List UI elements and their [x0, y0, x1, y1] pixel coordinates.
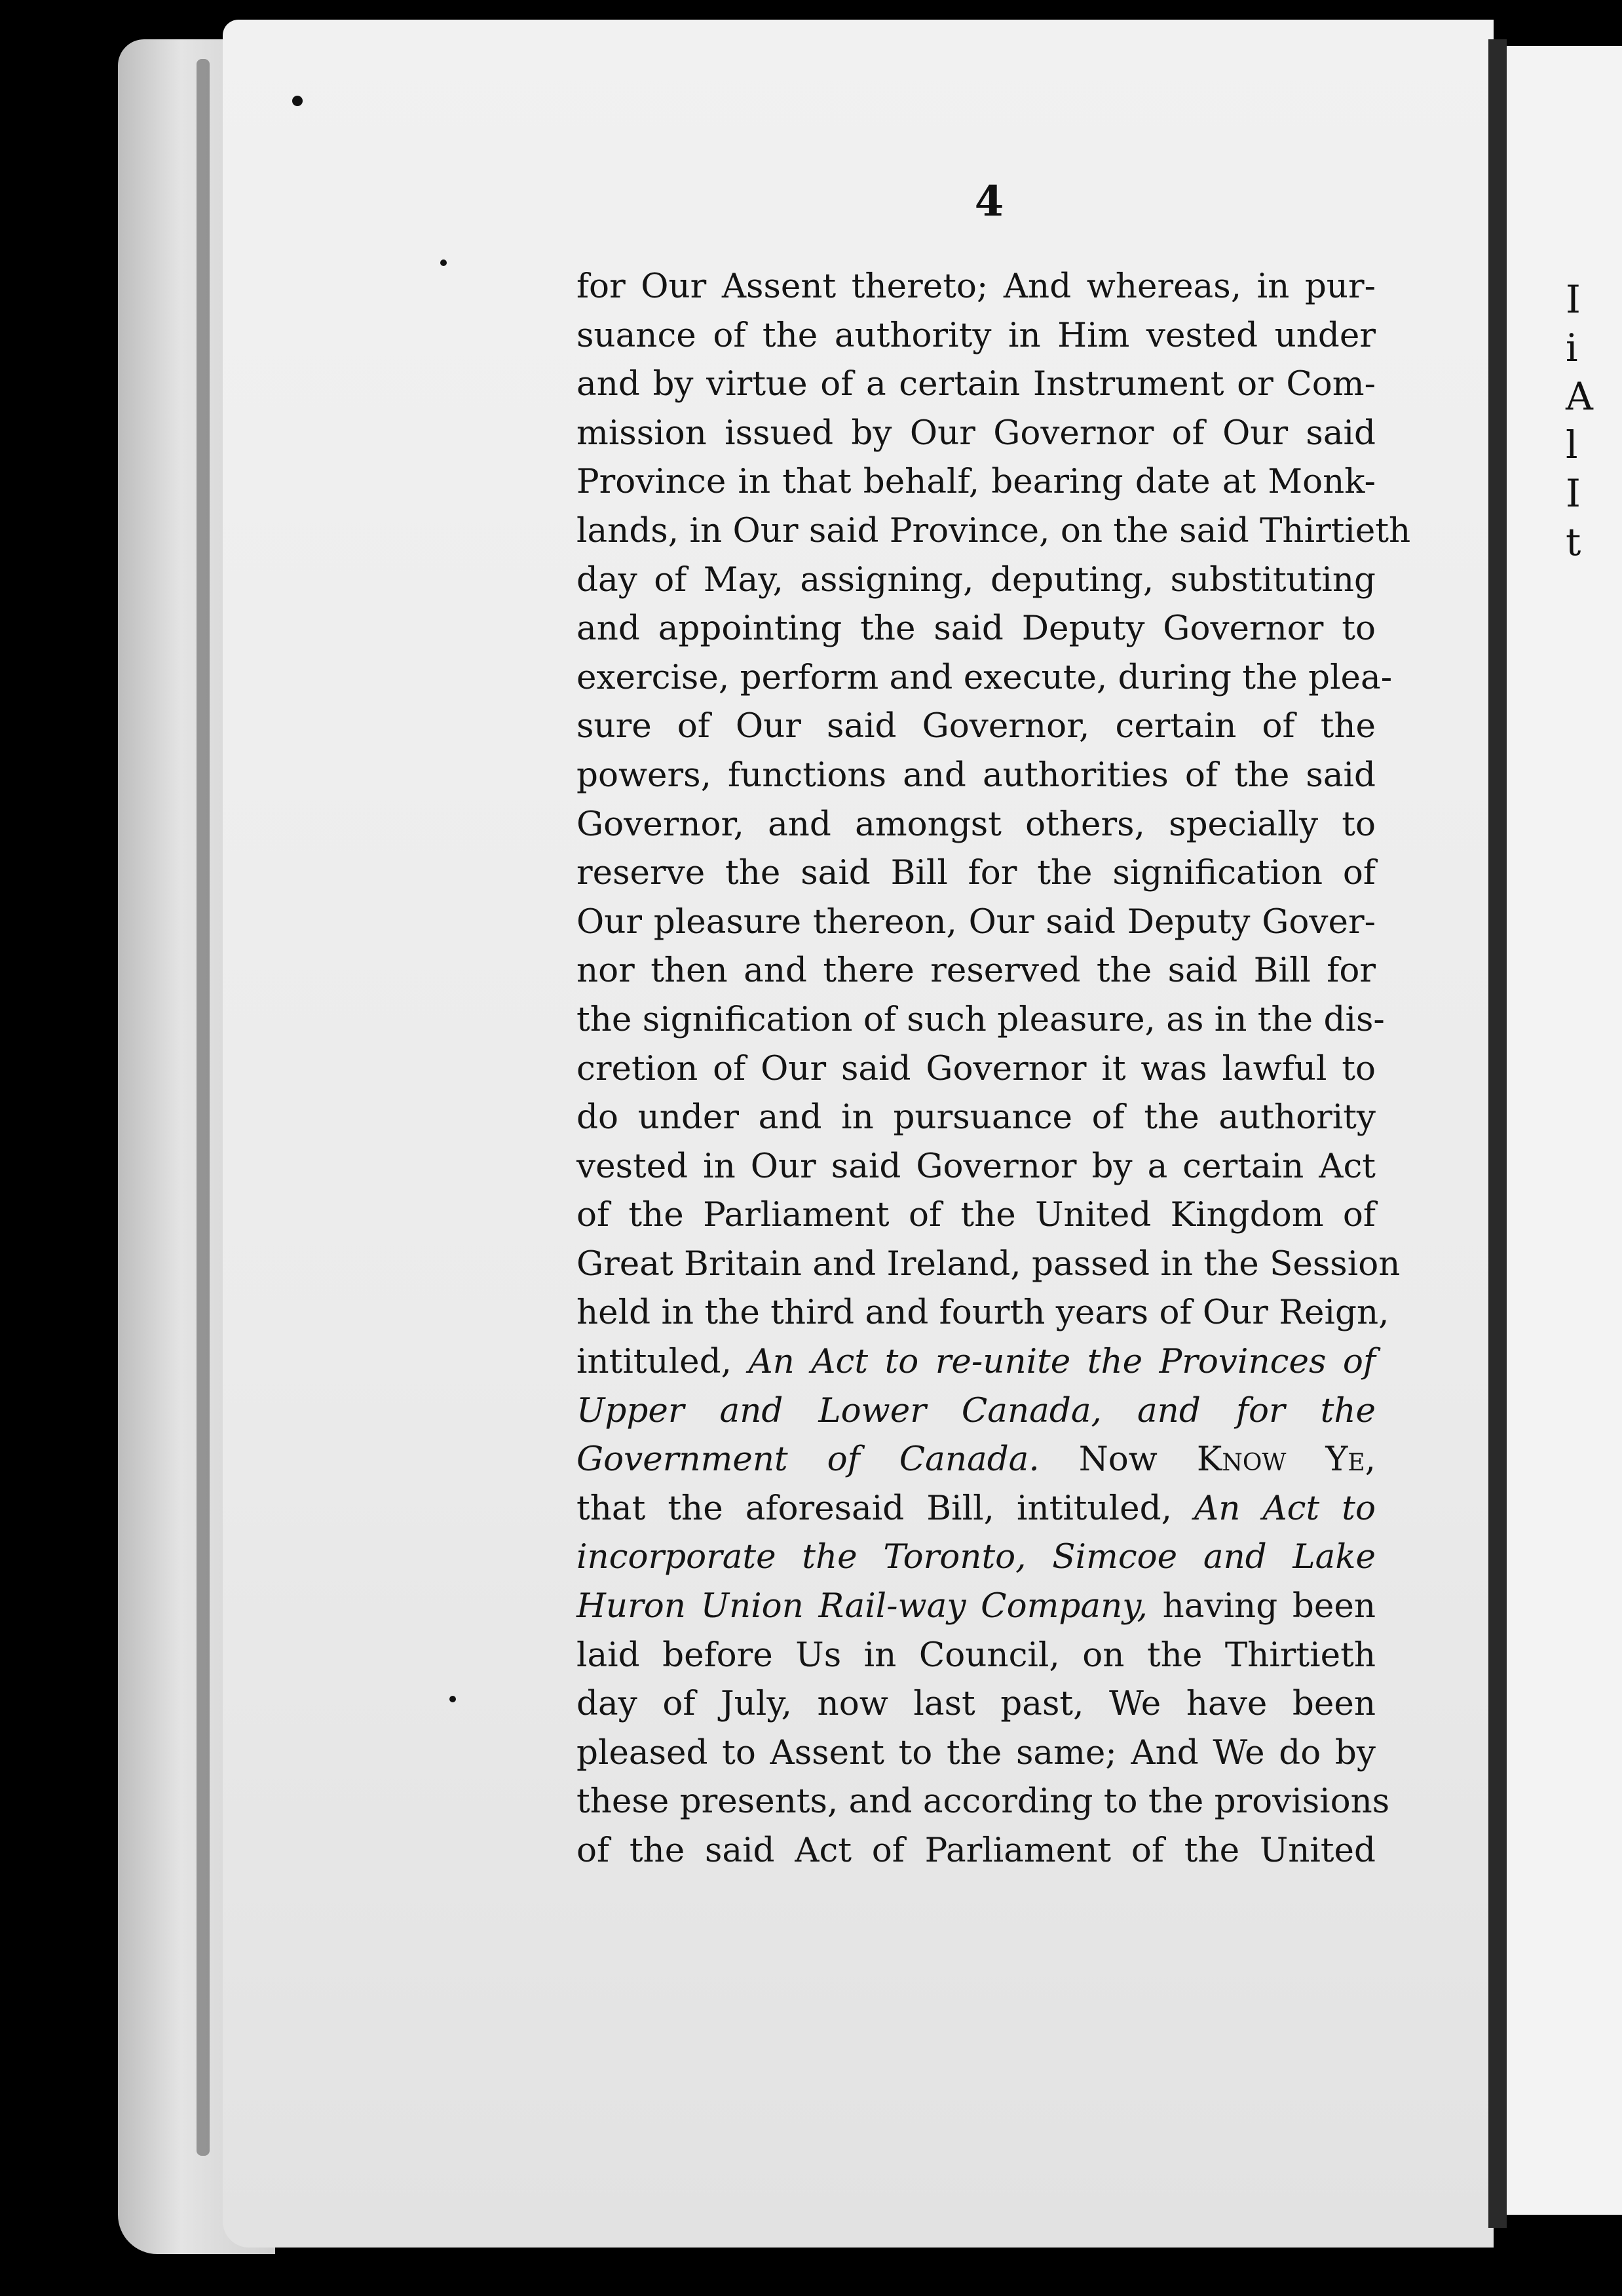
- text-run: laid before Us in Council, on the Thirtieth: [576, 1635, 1376, 1675]
- text-line: [576, 849, 1376, 898]
- italic-text: incorporate the Toronto, Simcoe and Lake: [576, 1537, 1376, 1577]
- italic-text: An Act to re-unite the Provinces of: [748, 1342, 1376, 1382]
- text-run: reserve the said Bill for the signification of: [576, 853, 1376, 893]
- text-line: [576, 1191, 1376, 1240]
- text-line: [576, 1387, 1376, 1436]
- text-line: [576, 1044, 1376, 1094]
- text-run: intituled,: [576, 1342, 749, 1382]
- text-run: cretion of Our said Governor it was lawful to: [576, 1048, 1376, 1088]
- text-run: suance of the authority in Him vested under: [576, 315, 1376, 355]
- binding-shadow: [197, 59, 210, 2156]
- text-line: [576, 946, 1376, 995]
- text-run: for Our Assent thereto; And whereas, in pur-: [576, 267, 1376, 306]
- text-run: pleased to Assent to the same; And We do by: [576, 1732, 1376, 1772]
- text-line: [576, 556, 1376, 605]
- text-run: Province in that behalf, bearing date at Monk-: [576, 462, 1376, 502]
- text-line: [576, 457, 1376, 507]
- text-line: [576, 898, 1376, 947]
- text-run: Our pleasure thereon, Our said Deputy Gover-: [576, 902, 1376, 942]
- page-number: 4: [974, 177, 1004, 226]
- text-run: and appointing the said Deputy Governor to: [576, 609, 1376, 649]
- text-line: [576, 1729, 1376, 1778]
- text-line: [576, 653, 1393, 702]
- italic-text: An Act to: [1194, 1488, 1376, 1528]
- text-line: [576, 262, 1376, 311]
- text-run: ,: [1365, 1440, 1376, 1480]
- text-run: sure of Our said Governor, certain of the: [576, 706, 1376, 746]
- text-line: [576, 702, 1376, 751]
- text-run: of the Parliament of the United Kingdom of: [576, 1195, 1376, 1235]
- adjacent-page-text: I i A l I t: [1566, 277, 1593, 564]
- text-run: nor then and there reserved the said Bill for: [576, 951, 1376, 991]
- text-run: do under and in pursuance of the authority: [576, 1098, 1376, 1138]
- adjacent-page: [1507, 46, 1622, 2215]
- text-line: [576, 1240, 1401, 1289]
- text-line: [576, 1826, 1376, 1875]
- text-run: the signification of such pleasure, as in the dis-: [576, 999, 1385, 1039]
- text-run: Great Britain and Ireland, passed in the Session: [576, 1244, 1401, 1284]
- text-line: [576, 1093, 1376, 1142]
- small-caps-text: Know Ye: [1196, 1440, 1365, 1480]
- text-run: mission issued by Our Governor of Our said: [576, 413, 1376, 453]
- text-line: [576, 360, 1376, 409]
- text-run: Governor, and amongst others, specially to: [576, 804, 1376, 844]
- text-line: [576, 1679, 1376, 1729]
- text-line: [576, 311, 1376, 360]
- text-line: [576, 1484, 1376, 1533]
- text-run: Now: [1039, 1440, 1197, 1480]
- text-line: [576, 1337, 1376, 1387]
- text-run: that the aforesaid Bill, intituled,: [576, 1488, 1195, 1528]
- text-line: [576, 1582, 1376, 1631]
- italic-text: Huron Union Rail-way Company,: [576, 1586, 1148, 1626]
- text-line: [576, 1435, 1376, 1484]
- text-run: lands, in Our said Province, on the said Thirtieth: [576, 510, 1411, 550]
- text-run: powers, functions and authorities of the said: [576, 755, 1376, 795]
- text-run: vested in Our said Governor by a certain Act: [576, 1146, 1376, 1186]
- text-line: [576, 751, 1376, 800]
- text-run: day of May, assigning, deputing, substituting: [576, 560, 1376, 600]
- book-gutter: [1488, 39, 1507, 2228]
- text-run: exercise, perform and execute, during the plea-: [576, 657, 1393, 697]
- italic-text: Government of Canada.: [576, 1440, 1040, 1480]
- text-run: these presents, and according to the provisions: [576, 1782, 1390, 1822]
- text-line: [576, 507, 1411, 556]
- text-run: having been: [1147, 1586, 1376, 1626]
- text-line: [576, 1777, 1390, 1826]
- text-line: [576, 1288, 1389, 1337]
- text-run: day of July, now last past, We have been: [576, 1684, 1376, 1724]
- text-run: of the said Act of Parliament of the United: [576, 1831, 1376, 1870]
- text-line: [576, 1142, 1376, 1191]
- ink-speck: [292, 96, 303, 106]
- body-text: [576, 262, 1411, 1875]
- italic-text: Upper and Lower Canada, and for the: [576, 1390, 1376, 1430]
- text-line: [576, 995, 1385, 1044]
- text-line: [576, 409, 1376, 458]
- text-line: [576, 604, 1376, 653]
- text-line: [576, 1533, 1376, 1582]
- text-line: [576, 1631, 1376, 1680]
- text-run: held in the third and fourth years of Our Reign,: [576, 1293, 1389, 1333]
- ink-speck: [440, 259, 447, 266]
- text-line: [576, 800, 1376, 849]
- ink-speck: [449, 1696, 456, 1702]
- text-run: and by virtue of a certain Instrument or Com-: [576, 364, 1376, 404]
